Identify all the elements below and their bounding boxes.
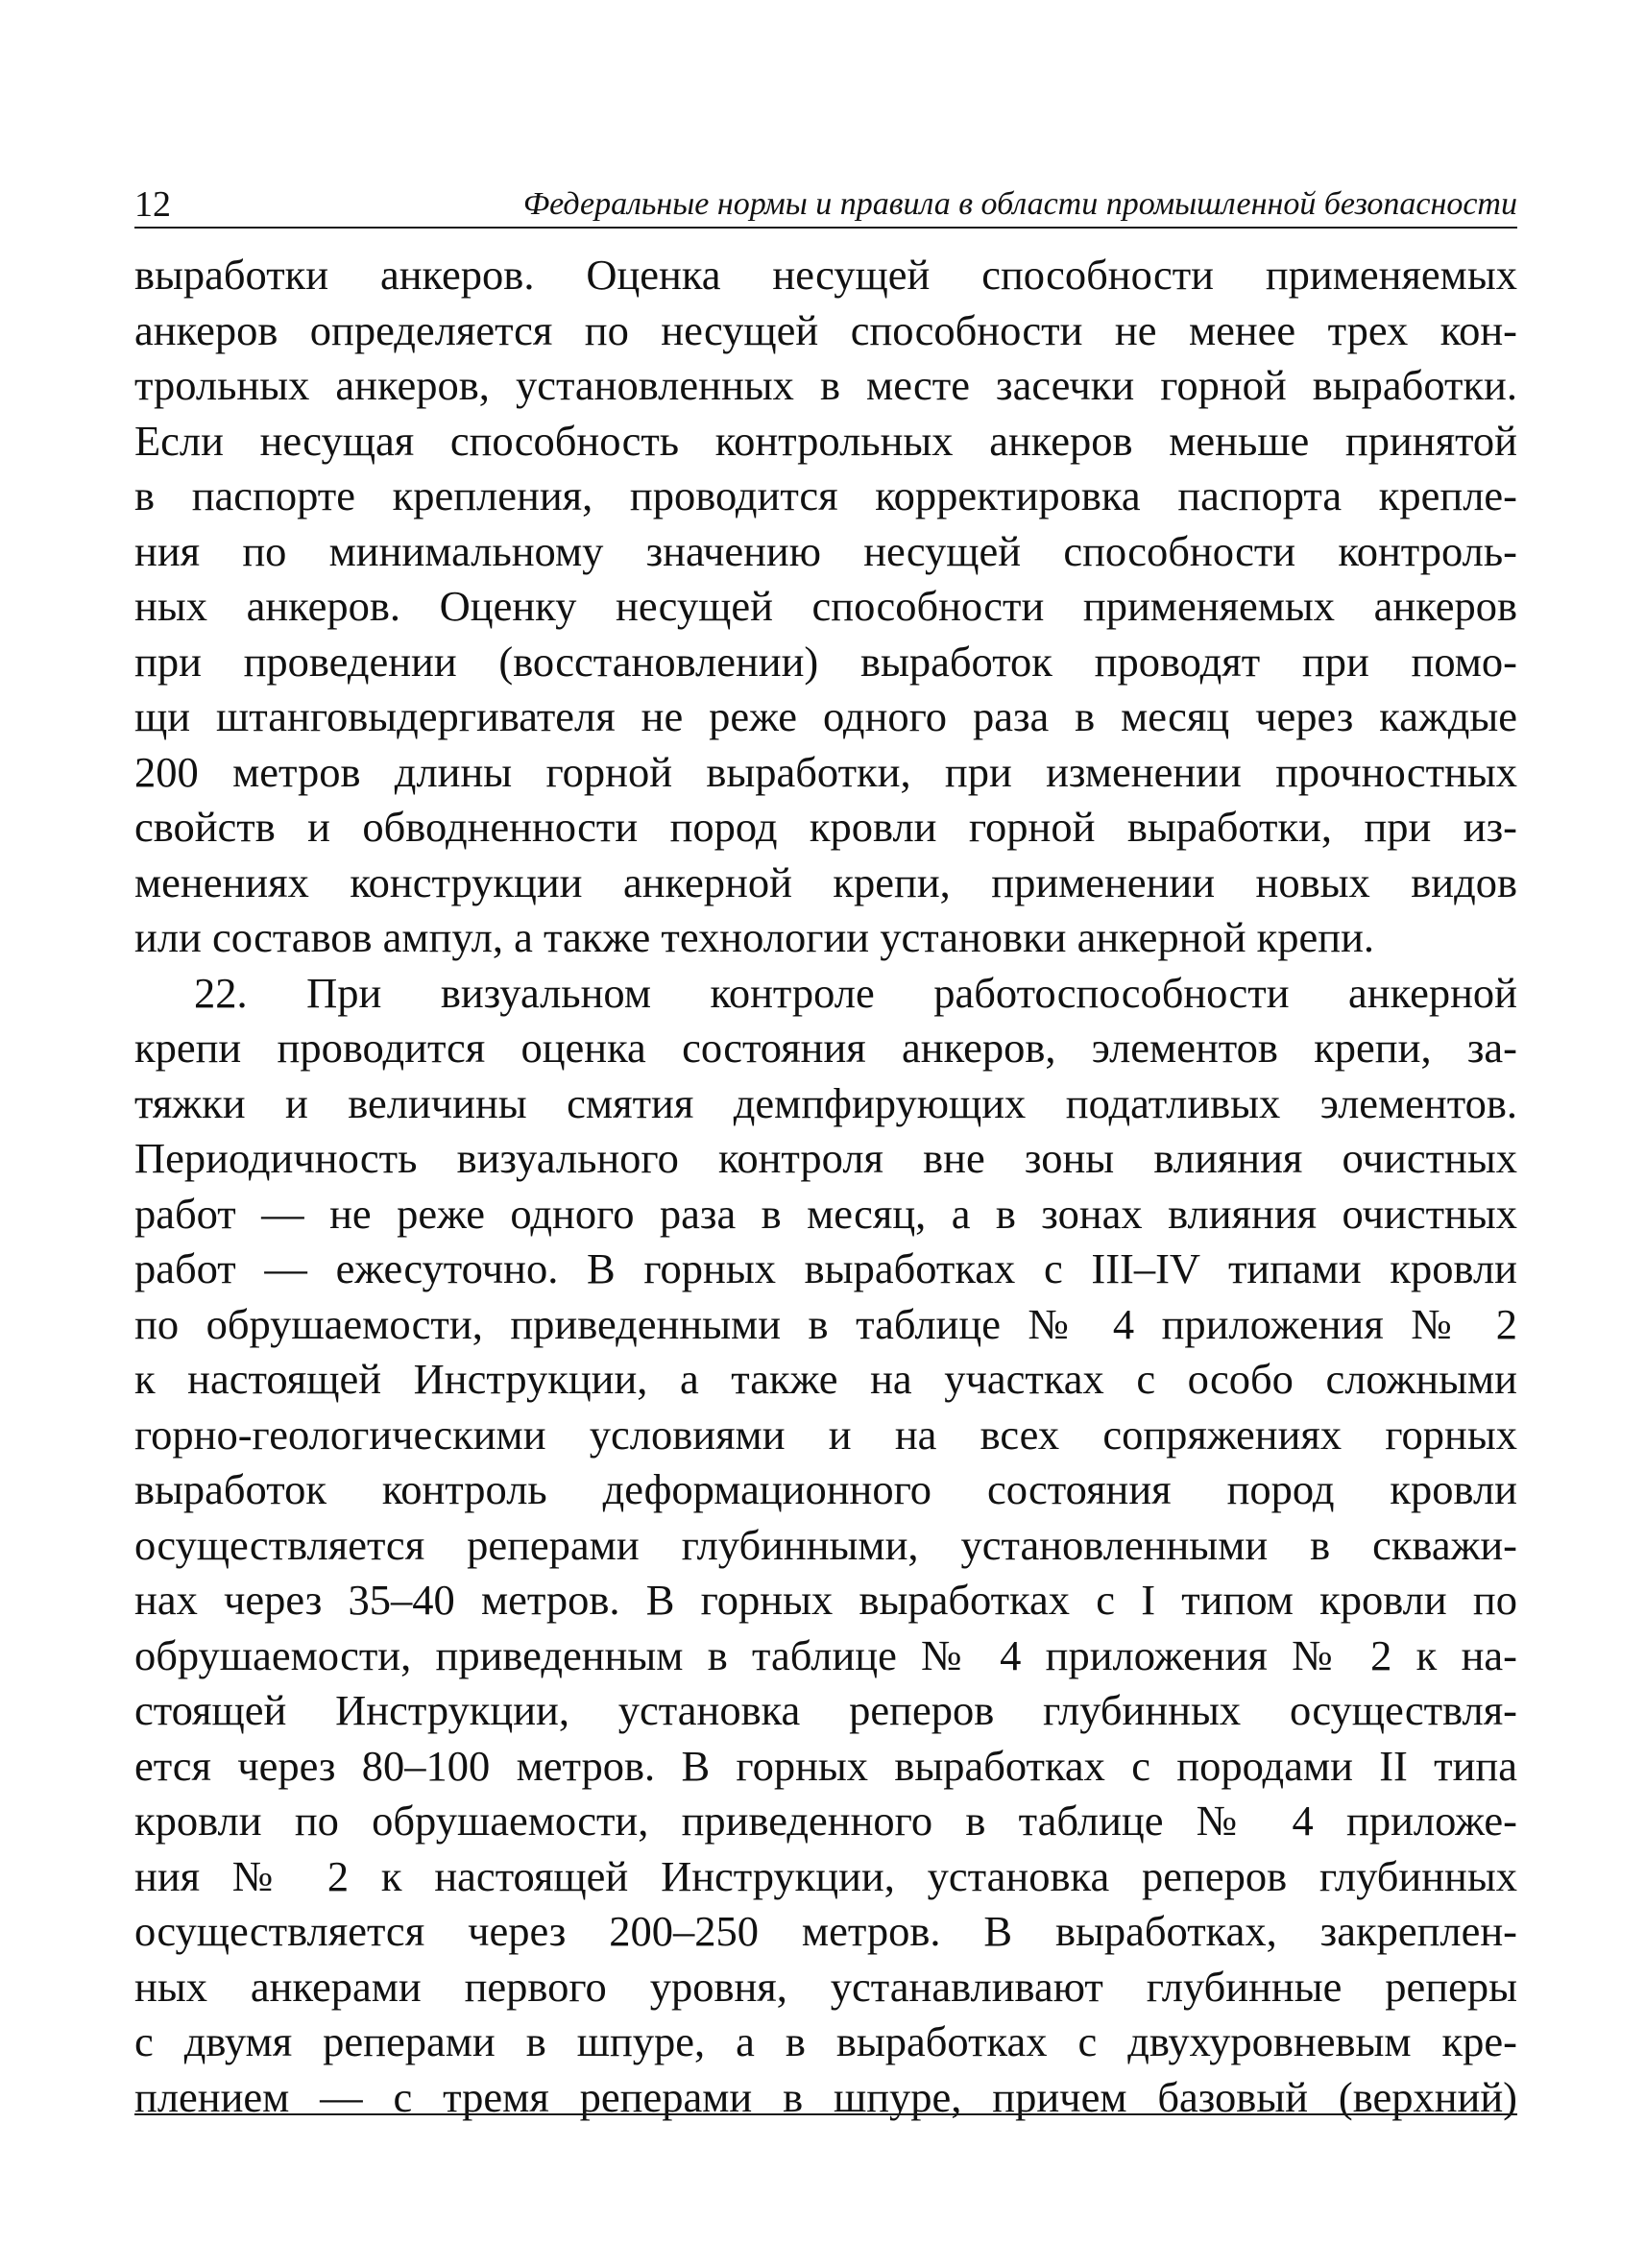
text-line: к настоящей Инструкции, а также на участках с особо сложными (134, 1355, 1517, 1403)
text-line: ется через 80–100 метров. В горных выработках с породами II типа (134, 1741, 1517, 1790)
text-line: Если несущая способность контрольных анкеров меньше принятой (134, 416, 1517, 465)
text-line: осуществляется через 200–250 метров. В выработках, закреплен- (134, 1907, 1517, 1955)
text-line: плением — с тремя реперами в шпуре, причем базовый (верхний) (134, 2072, 1517, 2121)
text-body (134, 248, 1517, 2125)
text-line: в паспорте крепления, проводится корректировка паспорта крепле- (134, 471, 1517, 519)
page-number: 12 (134, 184, 171, 225)
text-line: тяжки и величины смятия демпфирующих податливых элементов. (134, 1078, 1517, 1127)
text-line: ных анкерами первого уровня, устанавливают глубинные реперы (134, 1962, 1517, 2011)
text-line: стоящей Инструкции, установка реперов глубинных осуществля- (134, 1686, 1517, 1734)
paragraph-2 (134, 966, 1517, 2126)
text-line: с двумя реперами в шпуре, а в выработках с двухуровневым кре- (134, 2017, 1517, 2065)
text-line: Периодичность визуального контроля вне зоны влияния очистных (134, 1134, 1517, 1182)
bottom-rule (134, 2113, 1517, 2115)
text-line: обрушаемости, приведенным в таблице № 4 приложения № 2 к на- (134, 1630, 1517, 1679)
text-line: работ — ежесуточно. В горных выработках с III–IV типами кровли (134, 1244, 1517, 1292)
text-line: ния по минимальному значению несущей способности контроль- (134, 526, 1517, 575)
text-line: крепи проводится оценка состояния анкеров, элементов крепи, за- (134, 1024, 1517, 1072)
text-line: по обрушаемости, приведенными в таблице № 4 приложения № 2 (134, 1299, 1517, 1348)
text-line: анкеров определяется по несущей способности не менее трех кон- (134, 305, 1517, 354)
text-line: работ — не реже одного раза в месяц, а в зонах влияния очистных (134, 1189, 1517, 1238)
text-line: кровли по обрушаемости, приведенного в таблице № 4 приложе- (134, 1797, 1517, 1845)
text-line: осуществляется реперами глубинными, установленными в скважи- (134, 1520, 1517, 1569)
text-line: ных анкеров. Оценку несущей способности применяемых анкеров (134, 582, 1517, 630)
page-header (134, 171, 1517, 229)
text-line: щи штанговыдергивателя не реже одного раза в месяц через каждые (134, 692, 1517, 740)
text-line: нах через 35–40 метров. В горных выработках с I типом кровли по (134, 1576, 1517, 1624)
text-line: горно-геологическими условиями и на всех сопряжениях горных (134, 1410, 1517, 1459)
text-line: ния № 2 к настоящей Инструкции, установка реперов глубинных (134, 1851, 1517, 1900)
running-title: Федеральные нормы и правила в области промышленной безопасности (522, 186, 1517, 222)
paragraph-1 (134, 248, 1517, 966)
text-line: выработки анкеров. Оценка несущей способности применяемых (134, 251, 1517, 299)
text-line: менениях конструкции анкерной крепи, применении новых видов (134, 857, 1517, 906)
text-line: свойств и обводненности пород кровли горной выработки, при из- (134, 803, 1517, 851)
text-line: выработок контроль деформационного состояния пород кровли (134, 1465, 1517, 1513)
text-line: 200 метров длины горной выработки, при изменении прочностных (134, 747, 1517, 796)
text-line: трольных анкеров, установленных в месте засечки горной выработки. (134, 361, 1517, 409)
text-line: или составов ампул, а также технологии установки анкерной крепи. (134, 913, 1375, 961)
text-line: при проведении (восстановлении) выработок проводят при помо- (134, 637, 1517, 686)
text-line: 22. При визуальном контроле работоспособности анкерной (194, 968, 1517, 1017)
